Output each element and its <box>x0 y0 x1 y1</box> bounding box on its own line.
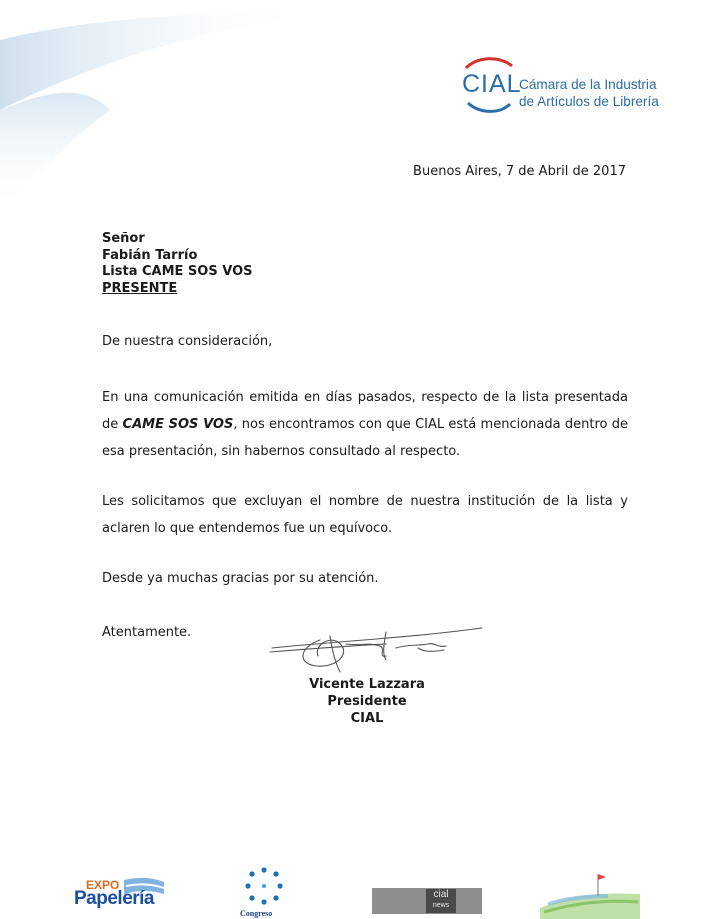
thanks-line: Desde ya muchas gracias por su atención. <box>102 571 379 586</box>
recipient-salutation: Señor <box>102 231 145 246</box>
congreso-logo <box>236 864 292 919</box>
cial-news-logo <box>372 888 482 914</box>
signer-org: CIAL <box>350 711 384 726</box>
expo-papeleria-logo <box>74 872 166 919</box>
signer-block <box>282 676 452 727</box>
handwritten-signature <box>268 622 488 678</box>
dots-ring-icon <box>236 864 292 908</box>
logo-word: CIAL <box>462 70 522 98</box>
decorative-swoosh <box>0 0 330 220</box>
recipient-presente: PRESENTE <box>102 280 178 296</box>
cial-news-box <box>426 889 456 913</box>
golf-landscape-icon <box>538 868 642 919</box>
letter-date: Buenos Aires, 7 de Abril de 2017 <box>413 164 626 179</box>
paragraph-1-emphasis: CAME SOS VOS <box>122 417 234 432</box>
paragraph-1-start: En una comunicación emitida en días pasados, respecto de la lista presentada de <box>102 390 628 432</box>
closing-line: Atentamente. <box>102 625 192 640</box>
signer-name: Vicente Lazzara <box>309 677 425 692</box>
signer-title: Presidente <box>327 694 407 709</box>
news-line-1: cial <box>433 889 449 900</box>
org-name-line-2: de Artículos de Librería <box>519 94 659 109</box>
paragraph-1-end: , nos encontramos con que CIAL está mencionada dentro de esa presentación, sin habernos consultado al respecto. <box>102 417 629 459</box>
recipient-block <box>102 231 252 297</box>
org-name-line-1: Cámara de la Industria <box>519 77 657 92</box>
greeting: De nuestra consideración, <box>102 334 273 349</box>
congreso-label: Congreso <box>240 909 273 918</box>
papeleria-label: Papelería <box>74 888 154 909</box>
news-line-2: news <box>432 902 450 909</box>
paragraph-1 <box>102 384 628 465</box>
expo-label: EXPO <box>86 878 120 892</box>
recipient-list: Lista CAME SOS VOS <box>102 264 253 279</box>
recipient-name: Fabián Tarrío <box>102 247 198 263</box>
cial-logo <box>460 56 660 116</box>
paragraph-2: Les solicitamos que excluyan el nombre de nuestra institución de la lista y aclaren lo que entendemos fue un equívoco. <box>102 494 628 536</box>
